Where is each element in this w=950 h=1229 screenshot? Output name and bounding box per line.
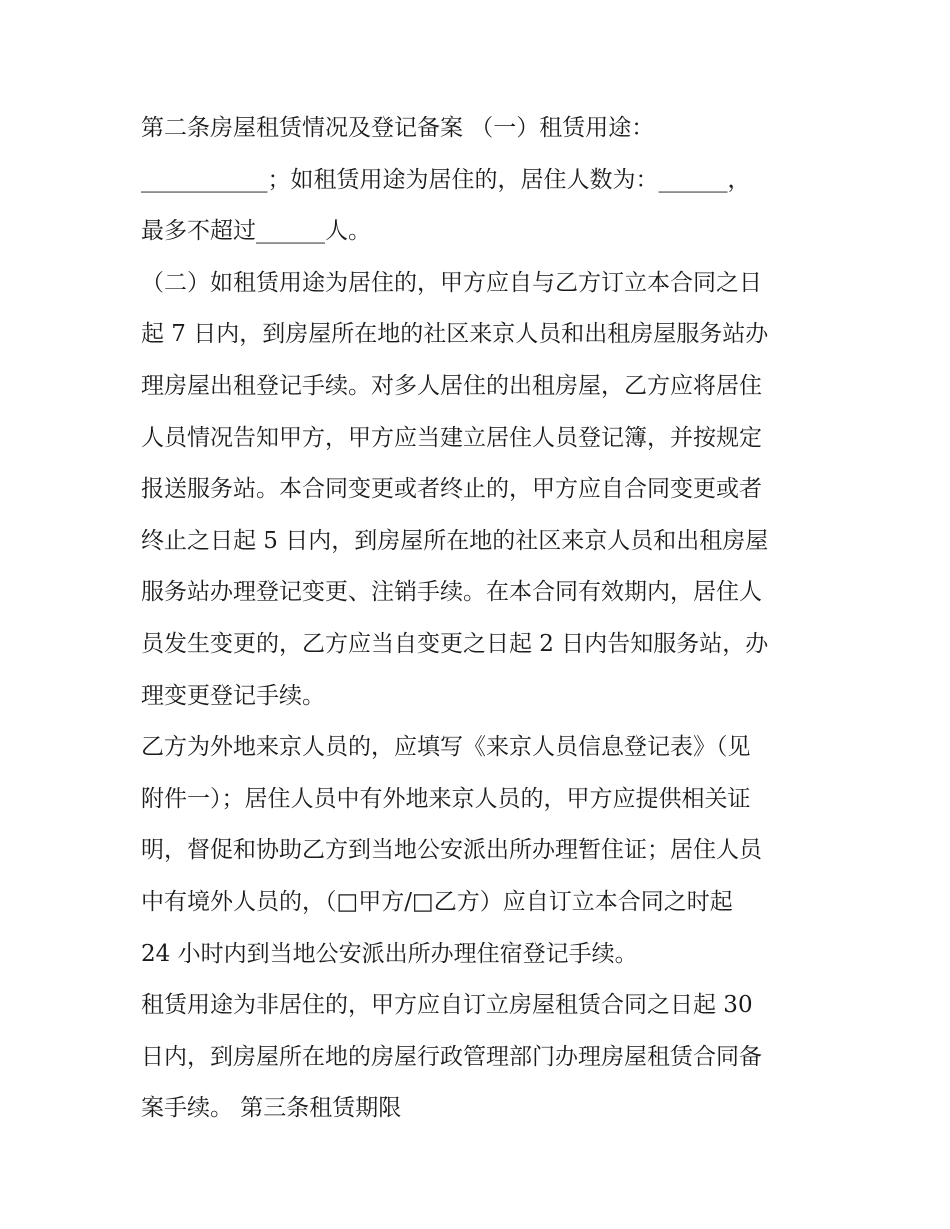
text-line: 理房屋出租登记手续。对多人居住的出租房屋，乙方应将居住 (141, 372, 762, 399)
text-line: （二）如租赁用途为居住的，甲方应自与乙方订立本合同之日 (141, 269, 762, 296)
text-line: 服务站办理登记变更、注销手续。在本合同有效期内，居住人 (141, 579, 762, 606)
text-line: 起 7 日内，到房屋所在地的社区来京人员和出租房屋服务站办 (141, 321, 769, 348)
text-line: 中有境外人员的，（□甲方/□乙方）应自订立本合同之时起 (141, 888, 733, 915)
text-line: 最多不超过______人。 (141, 218, 371, 245)
contract-text (141, 110, 821, 1142)
text-line: 第二条房屋租赁情况及登记备案 （一）租赁用途： (141, 115, 655, 141)
text-line: 乙方为外地来京人员的，应填写《来京人员信息登记表》（见 (141, 734, 751, 761)
text-line: 终止之日起 5 日内，到房屋所在地的社区来京人员和出租房屋 (141, 527, 769, 554)
text-line: 24 小时内到当地公安派出所办理住宿登记手续。 (141, 940, 638, 967)
text-line: 案手续。 第三条租赁期限 (141, 1095, 402, 1122)
text-line: 人员情况告知甲方，甲方应当建立居住人员登记簿，并按规定 (141, 424, 762, 451)
text-line: 租赁用途为非居住的，甲方应自订立房屋租赁合同之日起 30 (141, 992, 753, 1019)
text-line: 理变更登记手续。 (141, 682, 325, 709)
text-line: 明，督促和协助乙方到当地公安派出所办理暂住证；居住人员 (141, 837, 762, 864)
text-line: 日内，到房屋所在地的房屋行政管理部门办理房屋租赁合同备 (141, 1043, 762, 1070)
text-line: 报送服务站。本合同变更或者终止的，甲方应自合同变更或者 (141, 476, 762, 503)
text-line: ___________；如租赁用途为居住的，居住人数为：______， (141, 166, 751, 193)
text-line: 员发生变更的，乙方应当自变更之日起 2 日内告知服务站，办 (141, 630, 769, 657)
text-line: 附件一）；居住人员中有外地来京人员的，甲方应提供相关证 (141, 785, 751, 812)
